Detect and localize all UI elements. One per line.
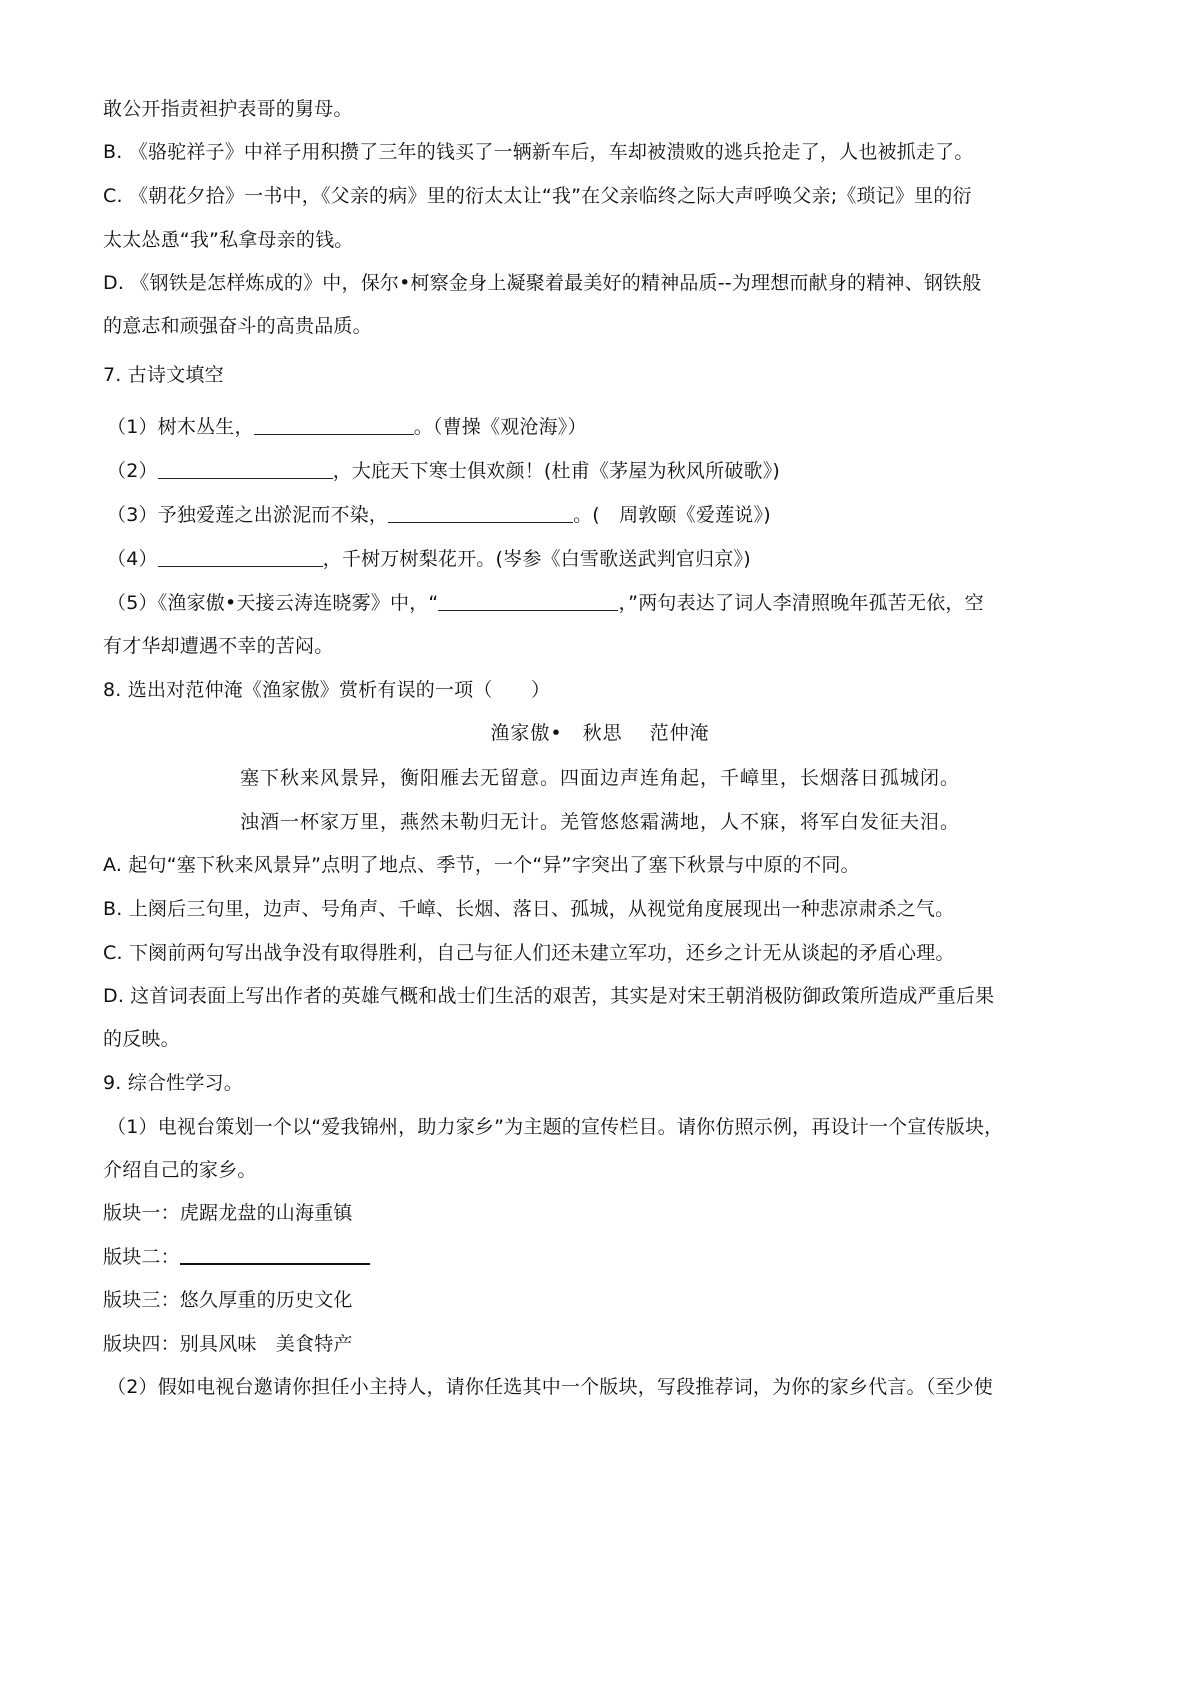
q8-option-a: A. 起句“塞下秋来风景异”点明了地点、季节，一个“异”字突出了塞下秋景与中原的不同。: [103, 854, 860, 876]
q7-item-2-suffix: ，大庇天下寒士俱欢颜！(杜甫《茅屋为秋风所破歌》): [332, 460, 781, 482]
q7-item-1-suffix: 。（曹操《观沧海》）: [413, 416, 587, 438]
q6-option-c-line2: 太太怂恿“我”私拿母亲的钱。: [103, 229, 354, 251]
q9-part1-line1: （1）电视台策划一个以“爱我锦州，助力家乡”为主题的宣传栏目。请你仿照示例，再设计一个宣传版块，: [107, 1116, 1004, 1138]
q6-option-a-continuation: 敢公开指责袒护表哥的舅母。: [103, 98, 353, 120]
q7-item-3: [107, 502, 1097, 528]
q9-block-2: [103, 1244, 1097, 1270]
q8-option-c: C. 下阕前两句写出战争没有取得胜利，自己与征人们还未建立军功，还乡之计无从谈起的矛盾心理。: [103, 942, 955, 964]
q8-option-d-line2: 的反映。: [103, 1028, 180, 1050]
q6-option-d-line2: 的意志和顽强奋斗的高贵品质。: [103, 315, 372, 337]
q9-block-1: 版块一：虎踞龙盘的山海重镇: [103, 1202, 353, 1224]
q7-item-4-prefix: （4）: [107, 548, 158, 570]
q9-part2: （2）假如电视台邀请你担任小主持人，请你任选其中一个版块，写段推荐词，为你的家乡代言。（至少使: [107, 1376, 993, 1398]
q7-item-4-blank[interactable]: [158, 548, 323, 567]
q7-item-4: [107, 546, 1097, 572]
q7-item-3-suffix: 。( 周敦颐《爱莲说》): [573, 504, 771, 526]
q7-item-2-blank[interactable]: [158, 460, 333, 479]
q9-block-3: 版块三：悠久厚重的历史文化: [103, 1289, 353, 1311]
q7-item-5-line1: [107, 590, 1097, 616]
q9-block-2-label: 版块二：: [103, 1246, 180, 1268]
q7-item-3-blank[interactable]: [388, 504, 573, 523]
q8-option-b: B. 上阕后三句里，边声、号角声、千嶂、长烟、落日、孤城，从视觉角度展现出一种悲凉肃杀之气。: [103, 898, 955, 920]
q8-option-d-line1: D. 这首词表面上写出作者的英雄气概和战士们生活的艰苦，其实是对宋王朝消极防御政策所造成严重后果: [103, 985, 995, 1007]
q9-part1-line2: 介绍自己的家乡。: [103, 1159, 257, 1181]
q7-item-1-blank[interactable]: [254, 416, 414, 435]
q7-item-1: [107, 414, 1097, 440]
q6-option-b: B. 《骆驼祥子》中祥子用积攒了三年的钱买了一辆新车后，车却被溃败的逃兵抢走了，人也被抓走了。: [103, 141, 974, 163]
q7-item-1-prefix: （1）树木丛生，: [107, 416, 254, 438]
q9-block-2-blank[interactable]: [180, 1245, 370, 1265]
q9-block-4: 版块四：别具风味 美食特产: [103, 1333, 353, 1355]
q7-item-5-line2: 有才华却遭遇不幸的苦闷。: [103, 635, 334, 657]
q8-poem-line1: 塞下秋来风景异，衡阳雁去无留意。四面边声连角起，千嶂里，长烟落日孤城闭。: [239, 767, 960, 789]
q7-item-2: [107, 458, 1097, 484]
q7-item-5-suffix: ，”两句表达了词人李清照晚年孤苦无依，空: [618, 592, 984, 614]
q7-item-3-prefix: （3）予独爱莲之出淤泥而不染，: [107, 504, 389, 526]
q7-title: 7. 古诗文填空: [103, 364, 224, 386]
q7-item-5-prefix: （5）《渔家傲•天接云涛连晓雾》中，“: [107, 592, 439, 614]
q7-item-2-prefix: （2）: [107, 460, 158, 482]
q8-title: 8. 选出对范仲淹《渔家傲》赏析有误的一项（ ）: [103, 679, 551, 701]
q8-poem-title: 渔家傲• 秋思 范仲淹: [490, 722, 710, 744]
q7-item-5-blank[interactable]: [438, 592, 618, 611]
q9-title: 9. 综合性学习。: [103, 1072, 243, 1094]
q6-option-c-line1: C. 《朝花夕拾》一书中，《父亲的病》里的衍太太让“我”在父亲临终之际大声呼唤父亲;《琐记》里的衍: [103, 185, 972, 207]
q6-option-d-line1: D. 《钢铁是怎样炼成的》中，保尔•柯察金身上凝聚着最美好的精神品质--为理想而献身的精神、钢铁般: [103, 272, 982, 294]
q7-item-4-suffix: ，千树万树梨花开。(岑参《白雪歌送武判官归京》): [322, 548, 751, 570]
q8-poem-line2: 浊酒一杯家万里，燕然未勒归无计。羌管悠悠霜满地，人不寐，将军白发征夫泪。: [239, 811, 960, 833]
